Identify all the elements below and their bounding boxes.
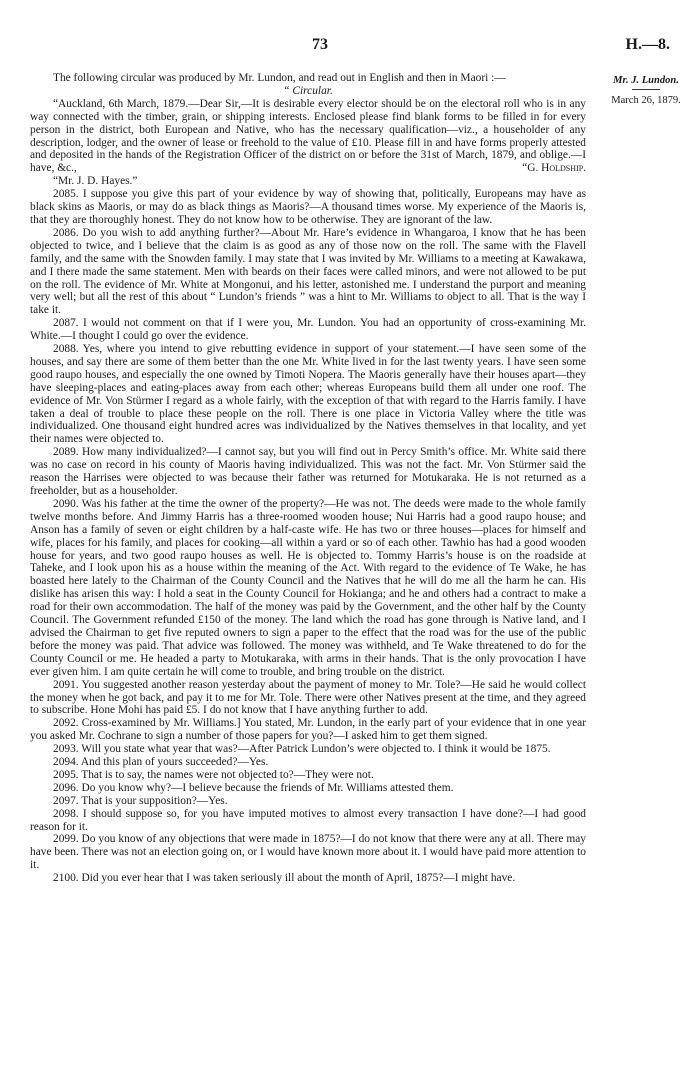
circular-body bbox=[30, 98, 586, 175]
testimony-paragraph-2093: 2093. Will you state what year that was?—After Patrick Lundon’s were objected to. I think it would be 1875. bbox=[53, 743, 551, 756]
margin-divider bbox=[632, 89, 660, 90]
margin-speaker: Mr. J. Lundon. bbox=[613, 75, 679, 86]
testimony-paragraph-2095: 2095. That is to say, the names were not objected to?—They were not. bbox=[53, 768, 374, 781]
margin-date: March 26, 1879. bbox=[611, 95, 681, 106]
testimony-paragraph-2090: 2090. Was his father at the time the owner of the property?—He was not. The deeds were made to the whole family twelve months before. And Jimmy Harris has a three-roomed wooden house; Nui Harris had a good raupo house; and Anson has a family of seven or eight children by a half-caste wife. He has two or three houses—places for himself and wife, places for his family, and places for cooking—all within a yard or so of each other. Tawhio has had a good wooden house for years, and two good raupo houses as well. He is objected to. Tommy Harris’s house is on the roadside at Taheke, and I look upon his as a house within the meaning of the Act. With regard to the evidence of Te Wake, he has boasted here lately to the Chairman of the County Council and the Natives that he will do me all the harm he can. His dislike has arisen this way: I hold a seat in the County Council for Hokianga; and he and others had a contract to make a road for their own accommodation. The half of the money was paid by the Government, and the other half by the County Council. The Government refunded £150 of the money. The land which the road has gone through is Native land, and I advised the Chairman to get five reputed owners to sign a paper to the effect that the road was for the use of the public before the money was paid. That advice was followed. The money was withheld, and Te Wake threatened to do for the County Council or me. He headed a party to Motukaraka, with arms in their hands. That is the only provocation I have ever given him. I am quite certain he will come to trouble, and bring trouble on the district. bbox=[30, 497, 586, 678]
circular-signature: “G. Holdship. bbox=[522, 162, 586, 175]
testimony-paragraph-2086: 2086. Do you wish to add anything further?—About Mr. Hare’s evidence in Whangaroa, I know that he has been objected to twice, and I believe that the claim is as good as any of those now on the roll. The same with the Flavell family, and the same with the Snowden family. I may state that I was invited by Mr. Williams to a meeting at Kawakawa, and I there made the same statement. Men with beards on their faces were called minors, and were not allowed to be put on the roll. The evidence of Mr. White at Mongonui, and his letter, astonished me. I understand the purport and meaning very well; but all the rest of this about “ Lundon’s friends ” was a hint to Mr. Williams to object to all. That is the way I take it. bbox=[30, 226, 586, 317]
testimony-paragraph-2091: 2091. You suggested another reason yesterday about the payment of money to Mr. Tole?—He said he would collect the money when he got back, and pay it to me for Mr. Tole. There were other Natives present at the time, and they agreed to subscribe. Hone Mohi has paid £5. I do not know that I have anything further to add. bbox=[30, 678, 586, 717]
testimony-paragraph-2088: 2088. Yes, where you intend to give rebutting evidence in support of your statement.—I have seen some of the houses, and say there are some of them better than the one Mr. White lived in for the last twenty years. I have seen some good raupo houses, and especially the one owned by Timoti Nopera. The Maoris generally have their houses apart—they have sleeping-places and eating-places away from each other; whereas Europeans build them all under one roof. The evidence of Mr. Von Stürmer I regard as a whole fairly, with the exception of that with regard to the Harris family. I have taken a deal of trouble to place these people on the roll. There is one place in Victoria Valley where the title was individualized. One thousand eight hundred acres was individualized by the Natives themselves in that locality, and yet their names were objected to. bbox=[30, 343, 586, 446]
document-reference: H.—8. bbox=[625, 36, 670, 53]
circular-title: “ Circular. bbox=[283, 84, 333, 97]
circular-addressee: “Mr. J. D. Hayes.” bbox=[53, 175, 138, 188]
page-body bbox=[30, 72, 586, 885]
testimony-paragraph-2097: 2097. That is your supposition?—Yes. bbox=[53, 794, 228, 807]
page-header bbox=[30, 36, 670, 56]
testimony-paragraph-2087: 2087. I would not comment on that if I were you, Mr. Lundon. You had an opportunity of cross-examining Mr. White.—I thought I could go over the evidence. bbox=[30, 317, 586, 343]
testimony-paragraph-2094: 2094. And this plan of yours succeeded?—Yes. bbox=[53, 756, 269, 769]
circular-text: “Auckland, 6th March, 1879.—Dear Sir,—It is desirable every elector should be on the electoral roll who is in any way connected with the timber, grain, or shipping interests. Enclosed please find blank forms to be filled in for every person in the district, both European and Native, who has the necessary qualification—viz., a householder of any description, lodger, and the owner of lease or freehold to the value of £10. Please fill in and have forms properly attested and deposited in the hands of the Registration Officer of the district on or before the 31st of March, 1879, and oblige.—I have, &c., bbox=[30, 97, 586, 175]
testimony-paragraph-2085: 2085. I suppose you give this part of your evidence by way of showing that, politically, Europeans may have as black skins as Maoris, or may do as black things as Maoris?—A thousand times worse. My experience of the Maoris is, that they are thoroughly honest. They do not know how to be otherwise. They are ignorant of the law. bbox=[30, 188, 586, 226]
testimony-paragraph-2100: 2100. Did you ever hear that I was taken seriously ill about the month of April, 1875?—I might have. bbox=[53, 872, 516, 885]
testimony-paragraph-2099: 2099. Do you know of any objections that were made in 1875?—I do not know that there were any at all. There may have been. There was not an election going on, or I would have known more about it. I would have paid more attention to it. bbox=[30, 833, 586, 872]
testimony-paragraph-2096: 2096. Do you know why?—I believe because the friends of Mr. Williams attested them. bbox=[53, 781, 454, 794]
testimony-paragraph-2098: 2098. I should suppose so, for you have imputed motives to almost every transaction I have done?—I had good reason for it. bbox=[30, 807, 586, 833]
page-number: 73 bbox=[312, 36, 328, 53]
testimony-paragraph-2089: 2089. How many individualized?—I cannot say, but you will find out in Percy Smith’s office. Mr. White said there was no case on record in his county of Maoris having individualized. This was not the fact. Mr. Von Stürmer said the reason the Harrises were objected to was because their father was returned for Motukaraka. He is not returned as a freeholder, but as a householder. bbox=[30, 446, 586, 497]
intro-paragraph: The following circular was produced by Mr. Lundon, and read out in English and then in Maori :— bbox=[53, 72, 506, 84]
testimony-paragraph-2092: 2092. Cross-examined by Mr. Williams.] You stated, Mr. Lundon, in the early part of your evidence that in one year you asked Mr. Cochrane to sign a number of those papers for you?—I asked him to get them signed. bbox=[30, 717, 586, 743]
margin-note bbox=[596, 74, 696, 107]
